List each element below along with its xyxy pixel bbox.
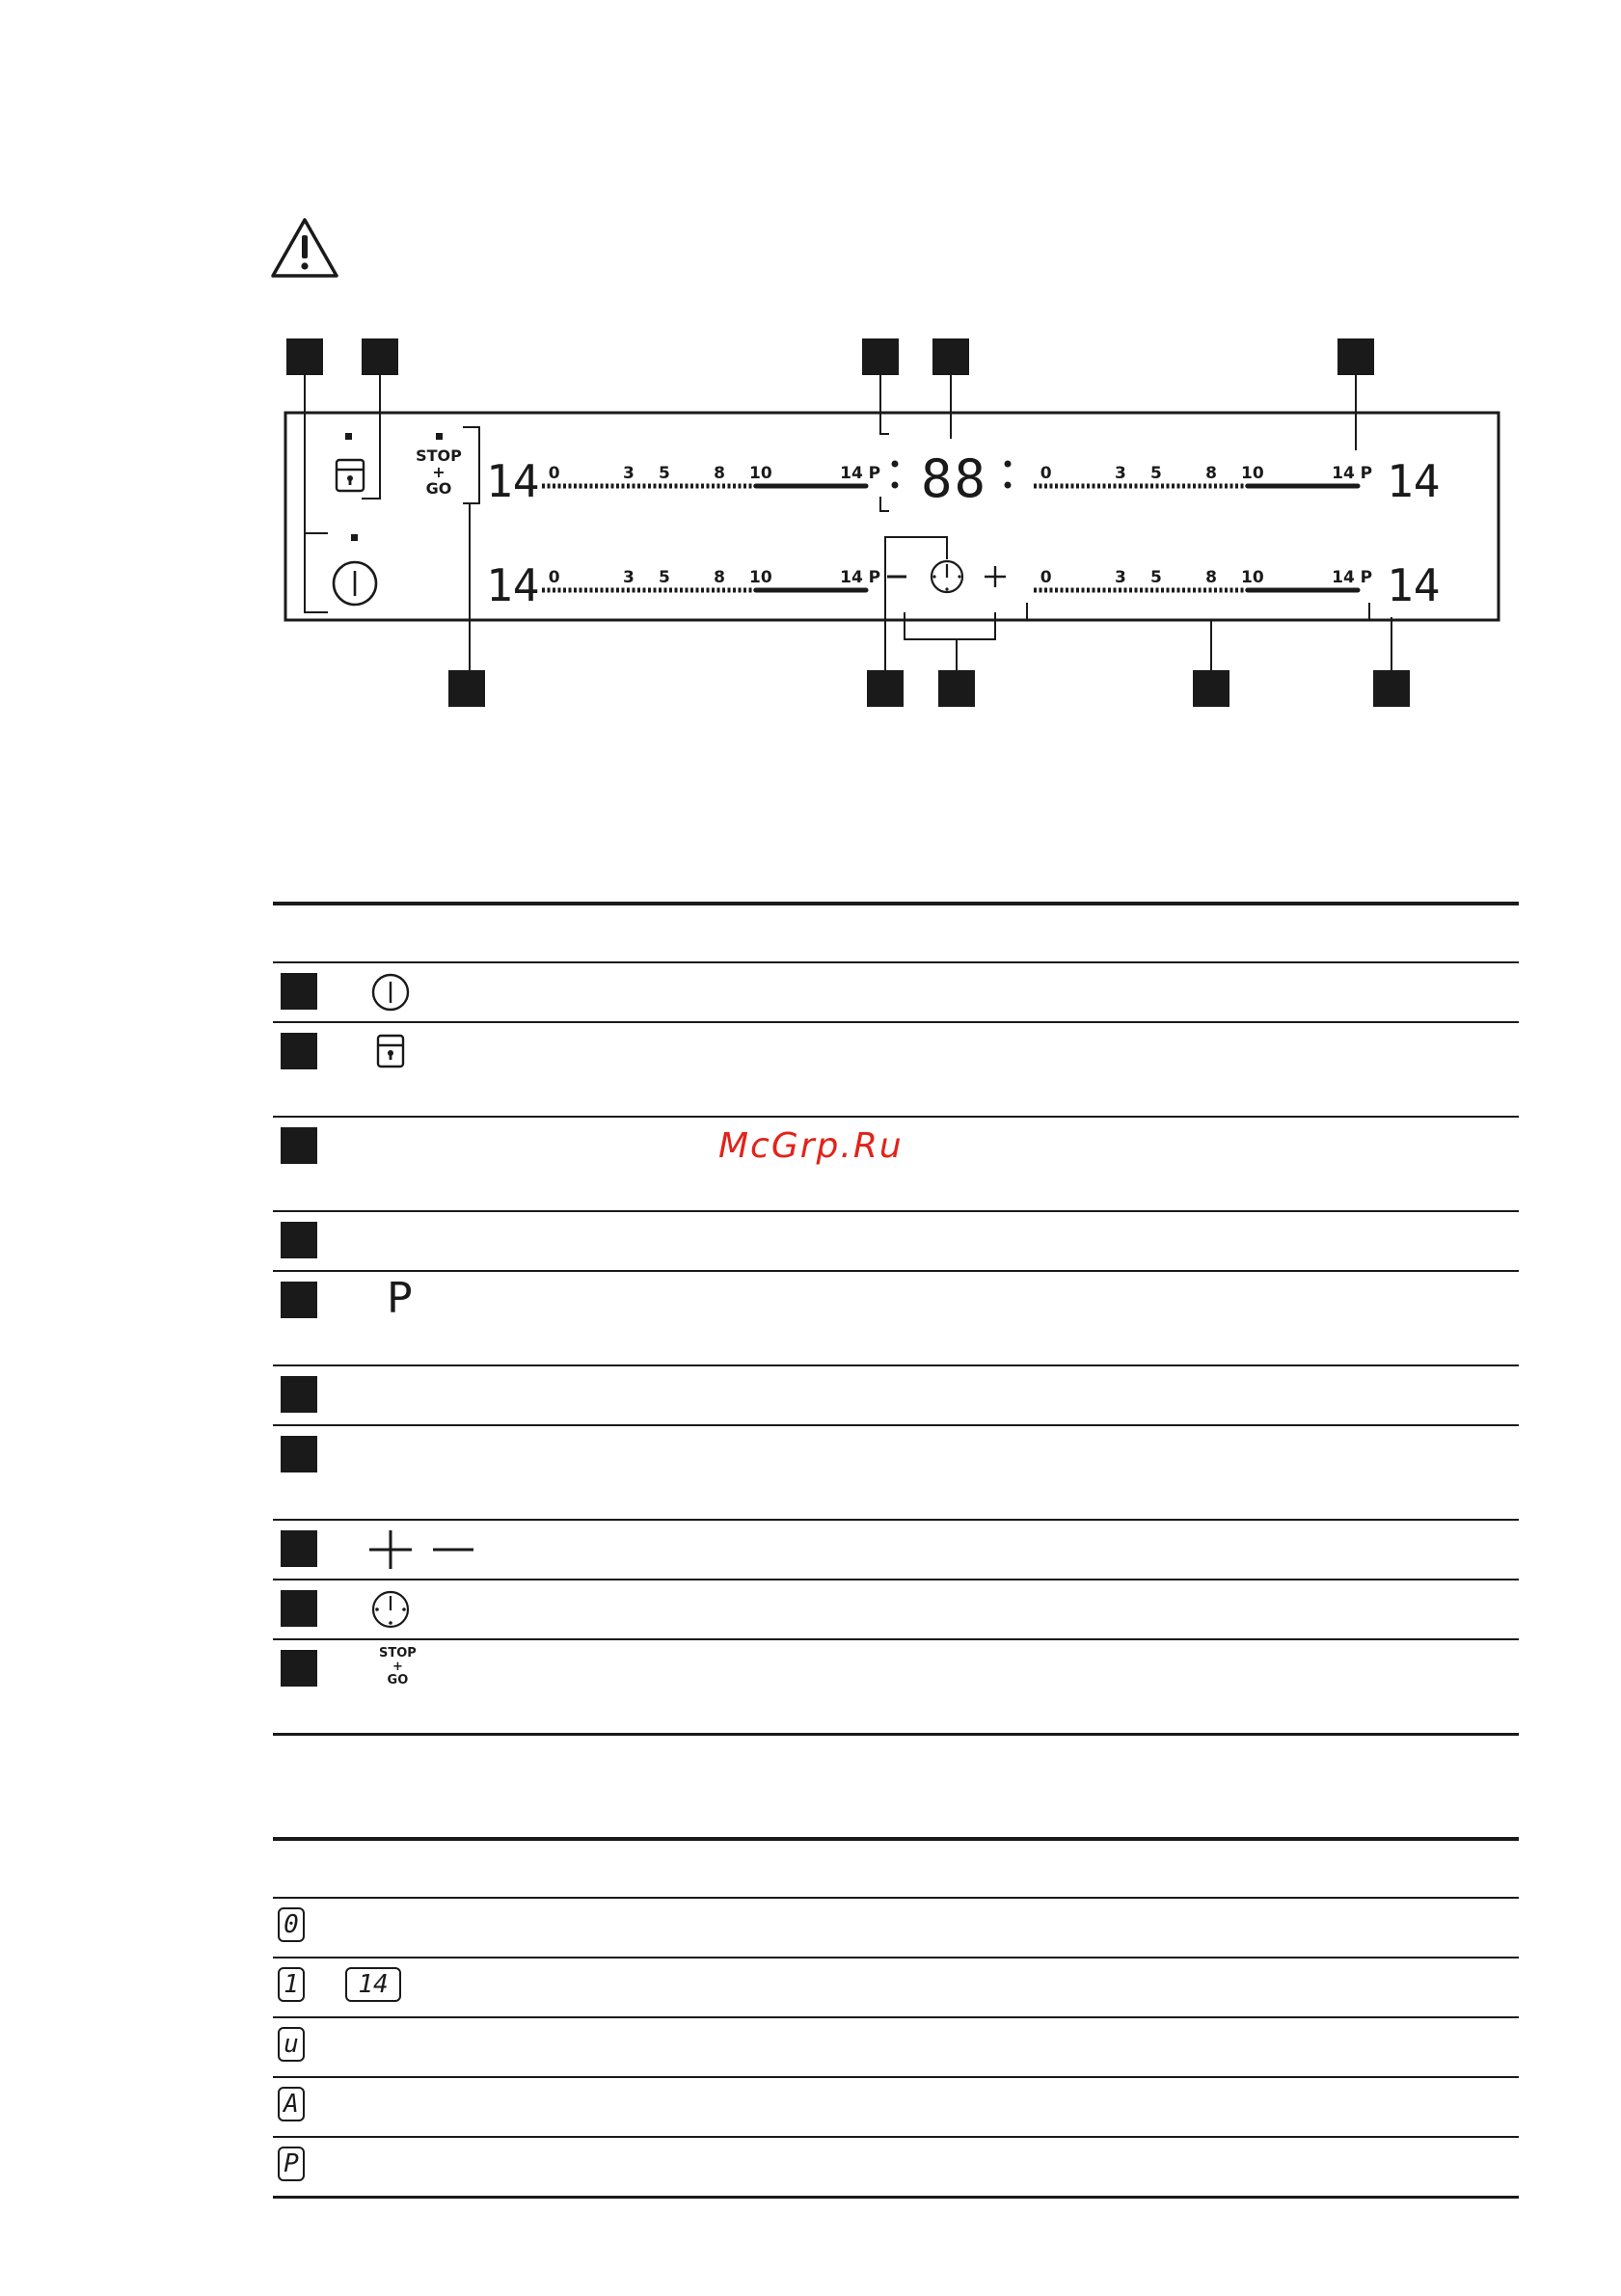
callout-marker xyxy=(1193,670,1229,707)
scale-label: 8 xyxy=(714,568,725,587)
table-row xyxy=(273,1212,1519,1272)
power-icon[interactable] xyxy=(334,562,376,605)
power-icon xyxy=(369,971,412,1013)
scale-label: 10 xyxy=(749,464,772,483)
callout-marker xyxy=(281,1590,317,1627)
scale-label: 0 xyxy=(548,568,560,587)
heat-setting-slider[interactable] xyxy=(542,568,880,590)
callout-marker xyxy=(1337,338,1374,375)
scale-label: 5 xyxy=(1149,464,1162,483)
heat-setting-slider[interactable] xyxy=(1034,568,1372,590)
segment-display: 1 xyxy=(278,1967,305,2002)
scale-label: 10 xyxy=(1241,568,1264,587)
callout-marker xyxy=(281,1530,317,1567)
plus-minus-icon xyxy=(369,1528,485,1571)
watermark: McGrp.Ru xyxy=(718,1126,904,1166)
table-row xyxy=(273,1366,1519,1426)
callout-marker xyxy=(281,1376,317,1413)
timer-digits: 88 xyxy=(921,448,988,509)
heat-setting-slider[interactable] xyxy=(542,464,880,486)
scale-label: 14 P xyxy=(840,464,881,483)
scale-label: 3 xyxy=(1115,568,1126,587)
displays-table xyxy=(273,1837,1519,2199)
control-panel-diagram xyxy=(280,333,1524,718)
callout-marker xyxy=(932,338,969,375)
scale-label: 5 xyxy=(658,568,670,587)
timer-display xyxy=(892,448,1012,509)
callout-marker xyxy=(938,670,975,707)
heat-setting-slider[interactable] xyxy=(1034,464,1372,486)
timer-icon xyxy=(369,1588,412,1631)
scale-label: 3 xyxy=(1115,464,1126,483)
scale-label: 10 xyxy=(1241,464,1264,483)
callout-marker xyxy=(281,1650,317,1687)
scale-label: 5 xyxy=(1149,568,1162,587)
callout-marker xyxy=(281,1222,317,1258)
callout-marker xyxy=(281,973,317,1010)
zone-level-display: 14 xyxy=(1387,455,1441,507)
table-row xyxy=(273,1899,1519,1958)
scale-label: 0 xyxy=(1040,568,1052,587)
zone-level-display: 14 xyxy=(486,559,540,611)
scale-label: 14 P xyxy=(1332,568,1373,587)
timer-icon[interactable] xyxy=(932,561,962,592)
callout-marker xyxy=(281,1033,317,1069)
scale-label: 10 xyxy=(749,568,772,587)
scale-label: 14 P xyxy=(840,568,881,587)
scale-label: 8 xyxy=(1205,464,1217,483)
scale-label: 5 xyxy=(658,464,670,483)
table-row xyxy=(273,2138,1519,2199)
stop-go-symbol: STOP + GO xyxy=(379,1646,417,1688)
table-row xyxy=(273,1580,1519,1640)
stop-go-text: STOP xyxy=(416,446,462,465)
scale-label: 14 P xyxy=(1332,464,1373,483)
zone-level-display: 14 xyxy=(486,455,540,507)
p-symbol: P xyxy=(387,1274,413,1323)
table-row xyxy=(273,1521,1519,1580)
callout-marker xyxy=(862,338,899,375)
stop-go-button[interactable] xyxy=(416,446,462,498)
table-row xyxy=(273,2018,1519,2078)
table-row xyxy=(273,1640,1519,1736)
stop-go-text: GO xyxy=(425,479,452,498)
callout-marker xyxy=(281,1436,317,1472)
callout-marker xyxy=(1373,670,1410,707)
scale-label: 8 xyxy=(1205,568,1217,587)
callout-marker xyxy=(362,338,398,375)
scale-label: 8 xyxy=(714,464,725,483)
table-header xyxy=(273,902,1519,963)
lock-icon xyxy=(369,1031,412,1073)
controls-table xyxy=(273,902,1519,1736)
scale-label: 0 xyxy=(548,464,560,483)
callout-marker xyxy=(867,670,904,707)
lock-icon[interactable] xyxy=(337,460,364,491)
callout-marker xyxy=(286,338,323,375)
table-row xyxy=(273,1272,1519,1366)
warning-icon xyxy=(270,216,339,280)
scale-label: 3 xyxy=(623,464,635,483)
callout-marker xyxy=(281,1282,317,1318)
scale-label: 3 xyxy=(623,568,635,587)
scale-label: 0 xyxy=(1040,464,1052,483)
table-row xyxy=(273,1023,1519,1118)
segment-display: u xyxy=(278,2027,305,2062)
stop-go-text: + xyxy=(432,463,446,481)
segment-display: P xyxy=(278,2147,305,2181)
callout-marker xyxy=(281,1127,317,1164)
timer-plus-button[interactable] xyxy=(985,566,1006,587)
segment-display: 0 xyxy=(278,1907,305,1942)
zone-level-display: 14 xyxy=(1387,559,1441,611)
segment-display: 14 xyxy=(345,1967,401,2002)
table-row xyxy=(273,1958,1519,2018)
table-row xyxy=(273,963,1519,1023)
callout-marker xyxy=(448,670,485,707)
table-header xyxy=(273,1837,1519,1899)
table-row xyxy=(273,1426,1519,1521)
table-row xyxy=(273,2078,1519,2138)
segment-display: A xyxy=(278,2087,305,2121)
